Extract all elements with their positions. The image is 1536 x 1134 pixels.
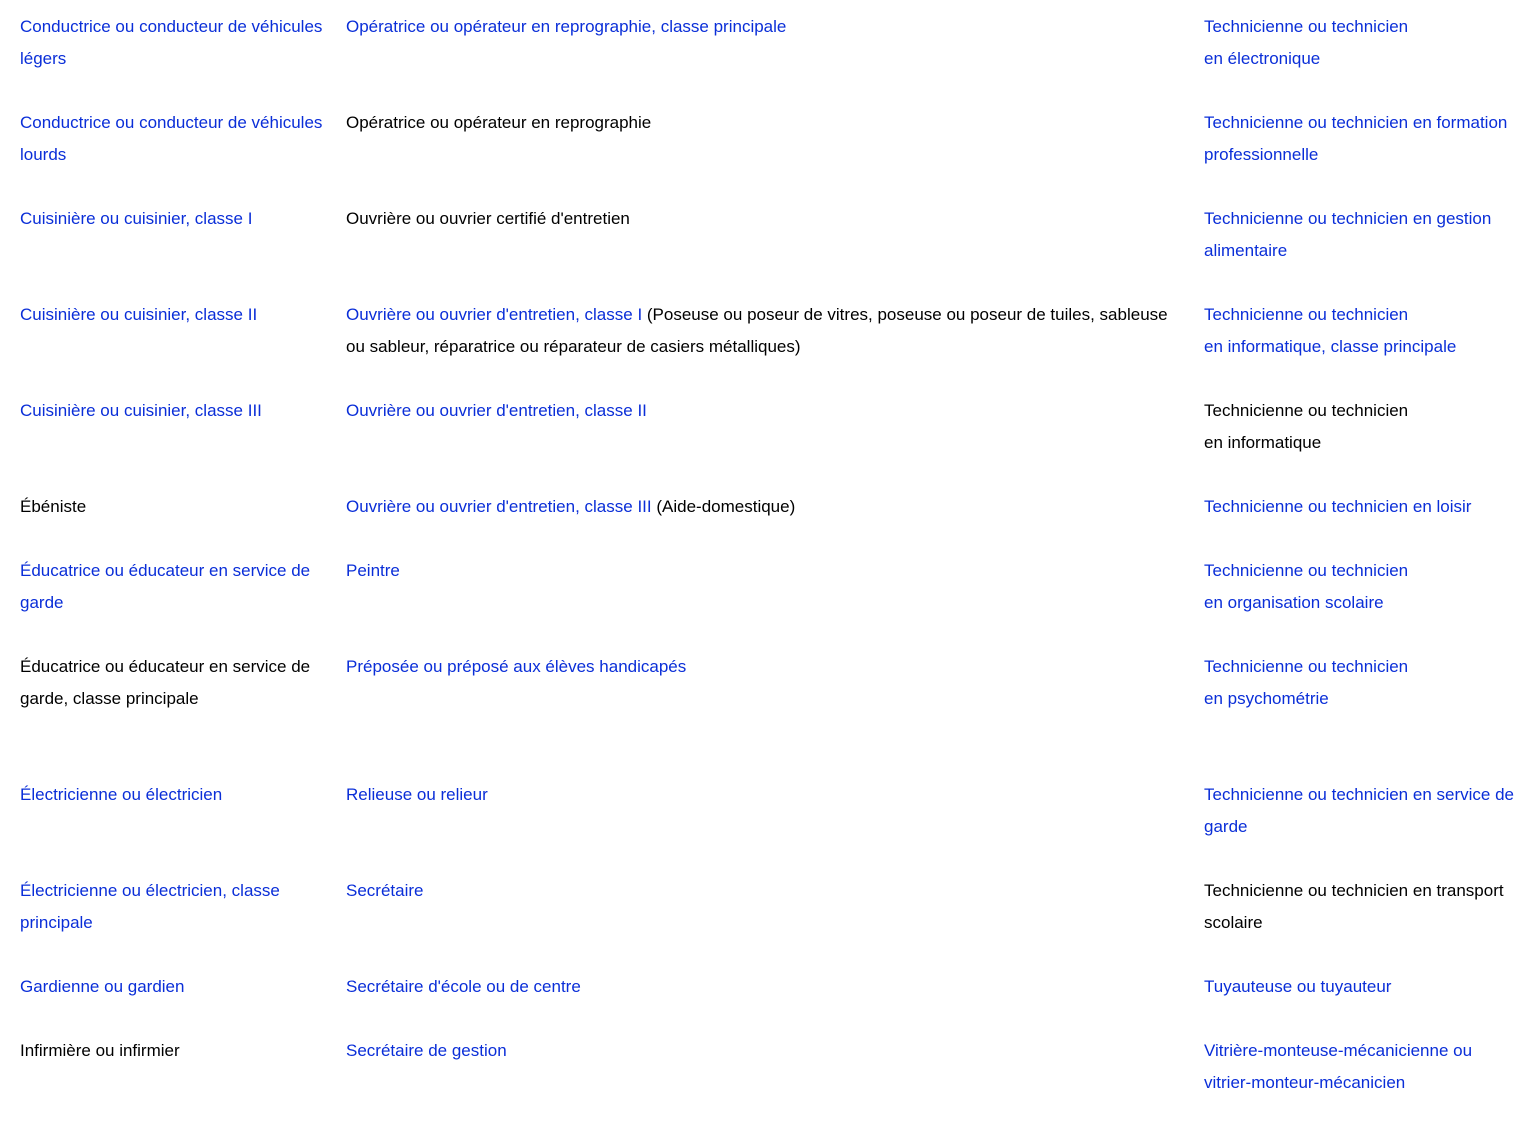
job-description: (Aide-domestique) (651, 497, 796, 516)
job-link-cuisiniere-ou-cuisinier-classe-i[interactable]: Cuisinière ou cuisinier, classe I (20, 209, 253, 228)
job-title-ebeniste: Ébéniste (20, 497, 87, 516)
job-title-line[interactable]: Technicienne ou technicien (1204, 17, 1409, 36)
job-title-educatrice-ou-educateur-en-service-de-garde-clas: Éducatrice ou éducateur en service de garde, classe principale (20, 657, 311, 708)
table-cell (346, 203, 1182, 235)
job-link-conductrice-ou-conducteur-de-vehicules-lourds[interactable]: Conductrice ou conducteur de véhicules lourds (20, 113, 323, 164)
table-cell (1204, 11, 1520, 75)
table-cell (346, 555, 1182, 587)
job-link-educatrice-ou-educateur-en-service-de-garde[interactable]: Éducatrice ou éducateur en service de garde (20, 561, 311, 612)
table-cell (20, 875, 332, 939)
job-title-line[interactable]: Technicienne ou technicien (1204, 305, 1409, 324)
job-link-vitriere-monteuse-mecanicienne-ou-vitrier-monteu[interactable]: Vitrière-monteuse-mécanicienne ou vitrier-monteur-mécanicien (1204, 1041, 1473, 1092)
table-cell (20, 107, 332, 171)
table-cell (1204, 395, 1520, 459)
job-link-technicienne-ou-technicien-en-gestion-alimentair[interactable]: Technicienne ou technicien en gestion alimentaire (1204, 209, 1492, 260)
table-cell (346, 107, 1182, 139)
job-link-secretaire-de-gestion[interactable]: Secrétaire de gestion (346, 1041, 507, 1060)
job-title-line[interactable]: Technicienne ou technicien (1204, 561, 1409, 580)
table-cell (20, 1035, 332, 1067)
table-cell (1204, 651, 1520, 715)
job-link-technicienne-ou-technicien-en-informatique-class[interactable] (1204, 299, 1520, 363)
job-link-tuyauteuse-ou-tuyauteur[interactable]: Tuyauteuse ou tuyauteur (1204, 977, 1392, 996)
job-title-line: en informatique (1204, 433, 1322, 452)
job-title-infirmiere-ou-infirmier: Infirmière ou infirmier (20, 1041, 180, 1060)
job-title-line[interactable]: en informatique, classe principale (1204, 337, 1457, 356)
job-title-line[interactable]: Technicienne ou technicien (1204, 657, 1409, 676)
job-title-line[interactable]: en électronique (1204, 49, 1321, 68)
table-cell (346, 779, 1182, 811)
table-cell (346, 299, 1182, 363)
table-cell (20, 11, 332, 75)
job-link-technicienne-ou-technicien-en-organisation-scola[interactable] (1204, 555, 1520, 619)
job-link-preposee-ou-prepose-aux-eleves-handicapes[interactable]: Préposée ou préposé aux élèves handicapés (346, 657, 687, 676)
job-link-technicienne-ou-technicien-en-psychometrie[interactable] (1204, 651, 1520, 715)
table-cell (1204, 875, 1520, 939)
job-link-technicienne-ou-technicien-en-electronique[interactable] (1204, 11, 1520, 75)
job-link-gardienne-ou-gardien[interactable]: Gardienne ou gardien (20, 977, 185, 996)
table-cell (20, 203, 332, 235)
table-cell (1204, 299, 1520, 363)
table-cell (346, 491, 1182, 523)
job-title-ouvriere-ou-ouvrier-certifie-d-entretien: Ouvrière ou ouvrier certifié d'entretien (346, 209, 630, 228)
job-title-line[interactable]: en organisation scolaire (1204, 593, 1384, 612)
table-cell (20, 299, 332, 331)
job-link-cuisiniere-ou-cuisinier-classe-iii[interactable]: Cuisinière ou cuisinier, classe III (20, 401, 262, 420)
job-link-technicienne-ou-technicien-en-service-de-garde[interactable]: Technicienne ou technicien en service de garde (1204, 785, 1514, 836)
job-link-relieuse-ou-relieur[interactable]: Relieuse ou relieur (346, 785, 488, 804)
job-link-technicienne-ou-technicien-en-loisir[interactable]: Technicienne ou technicien en loisir (1204, 497, 1472, 516)
table-cell (20, 651, 332, 715)
table-cell (20, 971, 332, 1003)
job-title-line: Technicienne ou technicien (1204, 401, 1409, 420)
job-title-technicienne-ou-technicien-en-informatique (1204, 395, 1520, 459)
table-cell (1204, 107, 1520, 171)
table-cell (346, 971, 1182, 1003)
job-link-operatrice-ou-operateur-en-reprographie-classe-p[interactable]: Opératrice ou opérateur en reprographie, classe principale (346, 17, 787, 36)
job-link-secretaire-d-ecole-ou-de-centre[interactable]: Secrétaire d'école ou de centre (346, 977, 581, 996)
table-cell (1204, 491, 1520, 523)
table-cell (1204, 971, 1520, 1003)
table-cell (346, 1035, 1182, 1067)
job-title-technicienne-ou-technicien-en-transport-scolaire: Technicienne ou technicien en transport scolaire (1204, 881, 1504, 932)
job-link-ouvriere-ou-ouvrier-d-entretien-classe-iii[interactable]: Ouvrière ou ouvrier d'entretien, classe III (346, 497, 652, 516)
table-cell (20, 491, 332, 523)
table-cell (1204, 203, 1520, 267)
job-link-secretaire[interactable]: Secrétaire (346, 881, 424, 900)
job-link-conductrice-ou-conducteur-de-vehicules-legers[interactable]: Conductrice ou conducteur de véhicules légers (20, 17, 323, 68)
job-link-cuisiniere-ou-cuisinier-classe-ii[interactable]: Cuisinière ou cuisinier, classe II (20, 305, 258, 324)
job-link-electricienne-ou-electricien[interactable]: Électricienne ou électricien (20, 785, 223, 804)
table-cell (346, 651, 1182, 683)
job-link-ouvriere-ou-ouvrier-d-entretien-classe-ii[interactable]: Ouvrière ou ouvrier d'entretien, classe II (346, 401, 647, 420)
job-link-peintre[interactable]: Peintre (346, 561, 400, 580)
job-link-technicienne-ou-technicien-en-formation-professi[interactable]: Technicienne ou technicien en formation professionnelle (1204, 113, 1508, 164)
table-cell (1204, 555, 1520, 619)
table-cell (346, 395, 1182, 427)
job-link-electricienne-ou-electricien-classe-principale[interactable]: Électricienne ou électricien, classe principale (20, 881, 280, 932)
table-cell (346, 11, 1182, 43)
job-description: (Poseuse ou poseur de vitres, poseuse ou poseur de tuiles, sableuse ou sableur, réparatrice ou réparateur de casiers métalliques) (346, 305, 1168, 356)
table-cell (20, 555, 332, 619)
table-cell (1204, 779, 1520, 843)
job-link-ouvriere-ou-ouvrier-d-entretien-classe-i[interactable]: Ouvrière ou ouvrier d'entretien, classe I (346, 305, 643, 324)
table-cell (1204, 1035, 1520, 1099)
table-cell (346, 875, 1182, 907)
job-title-operatrice-ou-operateur-en-reprographie: Opératrice ou opérateur en reprographie (346, 113, 652, 132)
table-cell (20, 395, 332, 427)
job-title-line[interactable]: en psychométrie (1204, 689, 1329, 708)
table-cell (20, 779, 332, 811)
